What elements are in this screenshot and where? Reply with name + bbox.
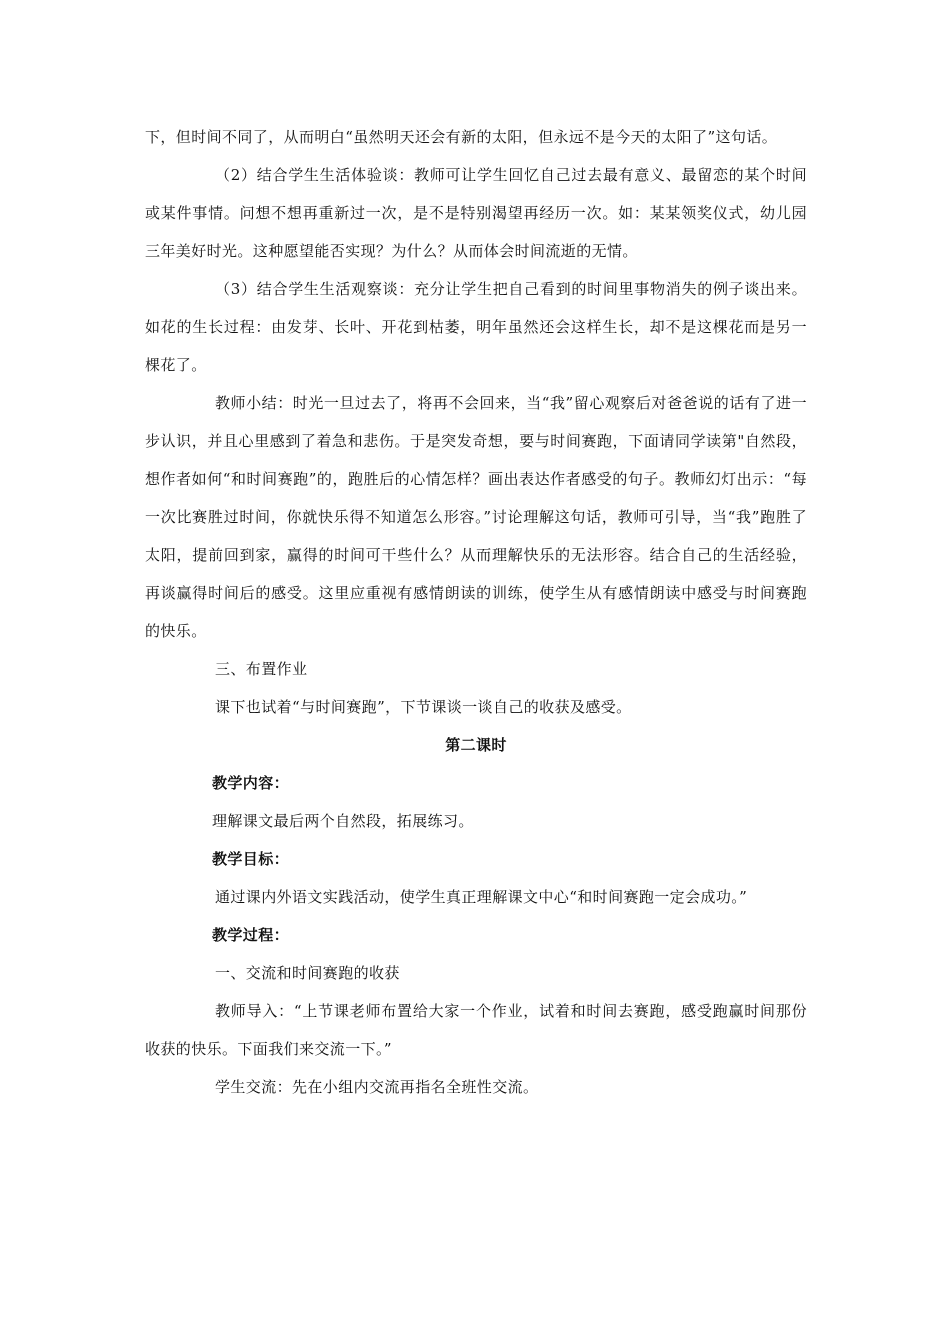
paragraph-continuation: 下，但时间不同了，从而明白“虽然明天还会有新的太阳，但永远不是今天的太阳了”这句话。 — [145, 128, 778, 146]
document-body — [145, 118, 807, 1106]
paragraph-teacher-summary: 教师小结：时光一旦过去了，将再不会回来，当“我”留心观察后对爸爸说的话有了进一步认识，并且心里感到了着急和悲伤。于是突发奇想，要与时间赛跑，下面请同学读第"自然段，想作者如何“和时间赛跑”的，跑胜后的心情怎样？画出表达作者感受的句子。教师幻灯出示：“每一次比赛胜过时间，你就快乐得不知道怎么形容。”讨论理解这句话，教师可引导，当“我”跑胜了太阳，提前回到家，赢得的时间可干些什么？从而理解快乐的无法形容。结合自己的生活经验，再谈赢得时间后的感受。这里应重视有感情朗读的训练，使学生从有感情朗读中感受与时间赛跑的快乐。 — [145, 394, 807, 640]
heading-teaching-process: 教学过程： — [212, 926, 290, 944]
paragraph-teacher-intro: 教师导入：“上节课老师布置给大家一个作业，试着和时间去赛跑，感受跑赢时间那份收获的快乐。下面我们来交流一下。” — [145, 1002, 807, 1058]
section-title: 第二课时 — [445, 736, 507, 754]
heading-teaching-goal: 教学目标： — [212, 850, 290, 868]
paragraph-student-exchange: 学生交流：先在小组内交流再指名全班性交流。 — [215, 1078, 539, 1096]
paragraph-homework-heading: 三、布置作业 — [215, 660, 308, 678]
paragraph-teaching-goal: 通过课内外语文实践活动，使学生真正理解课文中心“和时间赛跑一定会成功。” — [215, 888, 748, 906]
paragraph-teaching-content: 理解课文最后两个自然段，拓展练习。 — [212, 812, 474, 830]
paragraph-process-step-one: 一、交流和时间赛跑的收获 — [215, 964, 400, 982]
paragraph-life-observation: （3）结合学生生活观察谈：充分让学生把自己看到的时间里事物消失的例子谈出来。如花的生长过程：由发芽、长叶、开花到枯萎，明年虽然还会这样生长，却不是这棵花而是另一棵花了。 — [145, 280, 807, 374]
heading-teaching-content: 教学内容： — [212, 774, 290, 792]
paragraph-life-experience: （2）结合学生生活体验谈：教师可让学生回忆自己过去最有意义、最留恋的某个时间或某件事情。问想不想再重新过一次，是不是特别渴望再经历一次。如：某某领奖仪式，幼儿园三年美好时光。这种愿望能否实现？为什么？从而体会时间流逝的无情。 — [145, 166, 807, 260]
paragraph-homework: 课下也试着“与时间赛跑”，下节课谈一谈自己的收获及感受。 — [215, 698, 632, 716]
